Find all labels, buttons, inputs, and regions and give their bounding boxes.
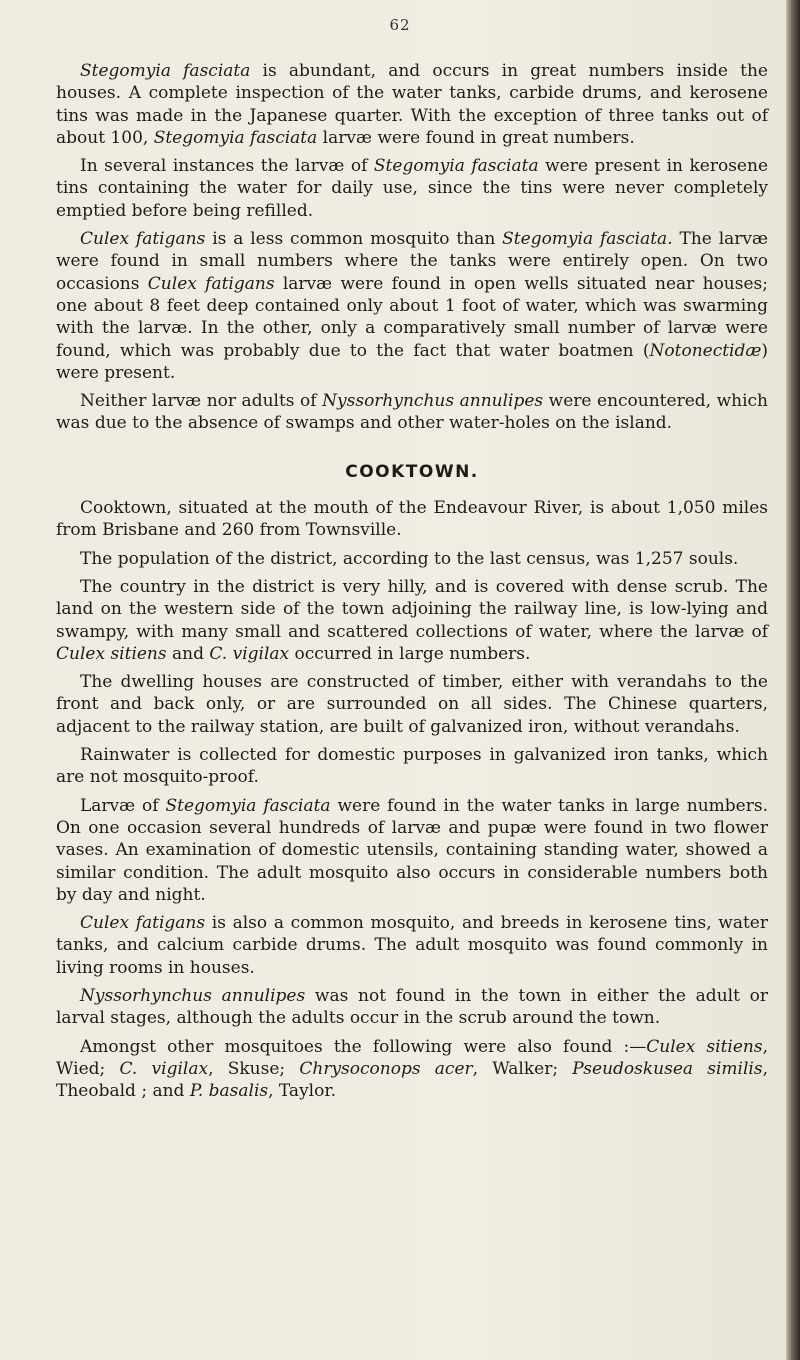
- text-run: is a less common mosquito than: [205, 229, 503, 250]
- text-run: The population of the district, according to the last census, was 1,257 souls.: [80, 548, 739, 569]
- paragraph: [56, 576, 768, 665]
- paragraph: [56, 60, 768, 149]
- italic-run: Stegomyia fasciata: [373, 156, 539, 177]
- italic-run: Culex sitiens: [646, 1036, 763, 1057]
- text-run: , Theobald ; and: [56, 1058, 768, 1102]
- italic-run: Stegomyia fasciata.: [502, 229, 673, 250]
- paragraph: [56, 390, 768, 435]
- text-run: Neither larvæ nor adults of: [80, 391, 323, 412]
- text-run: larvæ were found in open wells situated near houses; one about 8 feet deep contained only about 1 foot of water, which was swarming with the larvæ. In the other, only a comparatively small number of larvæ were found, which was probably due to the fact that water boatmen (: [56, 273, 768, 361]
- italic-run: Nyssorhynchus annulipes: [80, 985, 306, 1006]
- text-run: were encountered, which was due to the absence of swamps and other water-holes on the island.: [56, 391, 769, 434]
- text-run: , Skuse;: [208, 1058, 300, 1079]
- text-run: is also a common mosquito, and breeds in kerosene tins, water tanks, and calcium carbide drums. The adult mosquito was found commonly in living rooms in houses.: [56, 913, 768, 978]
- text-run: was not found in the town in either the adult or larval stages, although the adults occur in the scrub around the town.: [56, 985, 768, 1029]
- text-run: , Walker;: [472, 1058, 573, 1079]
- page-edge-shadow: [786, 0, 800, 1360]
- paragraph: [56, 744, 768, 789]
- italic-run: C. vigilax: [209, 643, 290, 664]
- paragraph: [56, 671, 768, 738]
- text-run: The larvæ were found in small numbers where the tanks were entirely open. On two occasions: [56, 229, 768, 294]
- paragraph: [56, 795, 768, 906]
- italic-run: Culex fatigans: [80, 913, 206, 934]
- page-number: 62: [389, 16, 411, 34]
- text-run: ) were present.: [56, 340, 768, 383]
- italic-run: Stegomyia fasciata: [153, 127, 318, 148]
- text-run: Rainwater is collected for domestic purposes in galvanized iron tanks, which are not mosquito-proof.: [56, 745, 768, 788]
- text-run: is abundant, and occurs in great numbers inside the houses. A complete inspection of the water tanks, carbide drums, and kerosene tins was made in the Japanese quarter. With the exception of three tanks out of about 100,: [56, 61, 768, 148]
- paragraph: [56, 912, 768, 979]
- text-run: , Wied;: [56, 1036, 769, 1079]
- italic-run: Culex fatigans: [80, 229, 206, 250]
- text-run: In several instances the larvæ of: [80, 156, 374, 177]
- text-run: The dwelling houses are constructed of timber, either with verandahs to the front and back only, or are surrounded on all sides. The Chinese quarters, adjacent to the railway station, are built of galvanized iron, without verandahs.: [56, 672, 768, 737]
- text-run: Larvæ of: [80, 795, 166, 816]
- paragraph: [56, 548, 768, 570]
- italic-run: C. vigilax: [119, 1058, 209, 1079]
- paragraph: [56, 985, 768, 1030]
- text-run: larvæ were found in great numbers.: [317, 127, 635, 148]
- italic-run: Stegomyia fasciata: [165, 795, 331, 816]
- paragraph: [56, 497, 768, 542]
- text-run: and: [166, 643, 210, 664]
- text-run: The country in the district is very hilly, and is covered with dense scrub. The land on the western side of the town adjoining the railway line, is low-lying and swampy, with many small and scattered collections of water, where the larvæ of: [56, 576, 768, 642]
- italic-run: Chrysoconops acer: [299, 1058, 473, 1079]
- text-run: Amongst other mosquitoes the following were also found :—: [80, 1036, 647, 1057]
- paragraph: [56, 155, 768, 222]
- italic-run: Pseudoskusea similis: [572, 1058, 763, 1079]
- text-run: occurred in large numbers.: [289, 643, 531, 664]
- paragraphs-before: [56, 60, 768, 435]
- text-run: were found in the water tanks in large numbers. On one occasion several hundreds of larvæ and pupæ were found in two flower vases. An examination of domestic utensils, containing standing water, showed a similar condition. The adult mosquito also occurs in considerable numbers both by day and night.: [56, 795, 768, 905]
- italic-run: P. basalis: [189, 1081, 269, 1102]
- text-run: , Taylor.: [268, 1081, 337, 1102]
- paragraph: [56, 228, 768, 384]
- italic-run: Nyssorhynchus annulipes: [322, 391, 544, 412]
- italic-run: Culex sitiens: [56, 643, 167, 664]
- italic-run: Stegomyia fasciata: [80, 61, 251, 81]
- paragraph: [56, 1036, 768, 1103]
- section-heading: COOKTOWN.: [345, 461, 479, 482]
- page-body: [56, 60, 768, 1108]
- italic-run: Culex fatigans: [147, 273, 275, 294]
- italic-run: Notonectidæ: [649, 340, 762, 361]
- paragraphs-after: [56, 497, 768, 1102]
- text-run: were present in kerosene tins containing the water for daily use, since the tins were never completely emptied before being refilled.: [56, 156, 768, 221]
- text-run: Cooktown, situated at the mouth of the Endeavour River, is about 1,050 miles from Brisbane and 260 from Townsville.: [56, 498, 768, 541]
